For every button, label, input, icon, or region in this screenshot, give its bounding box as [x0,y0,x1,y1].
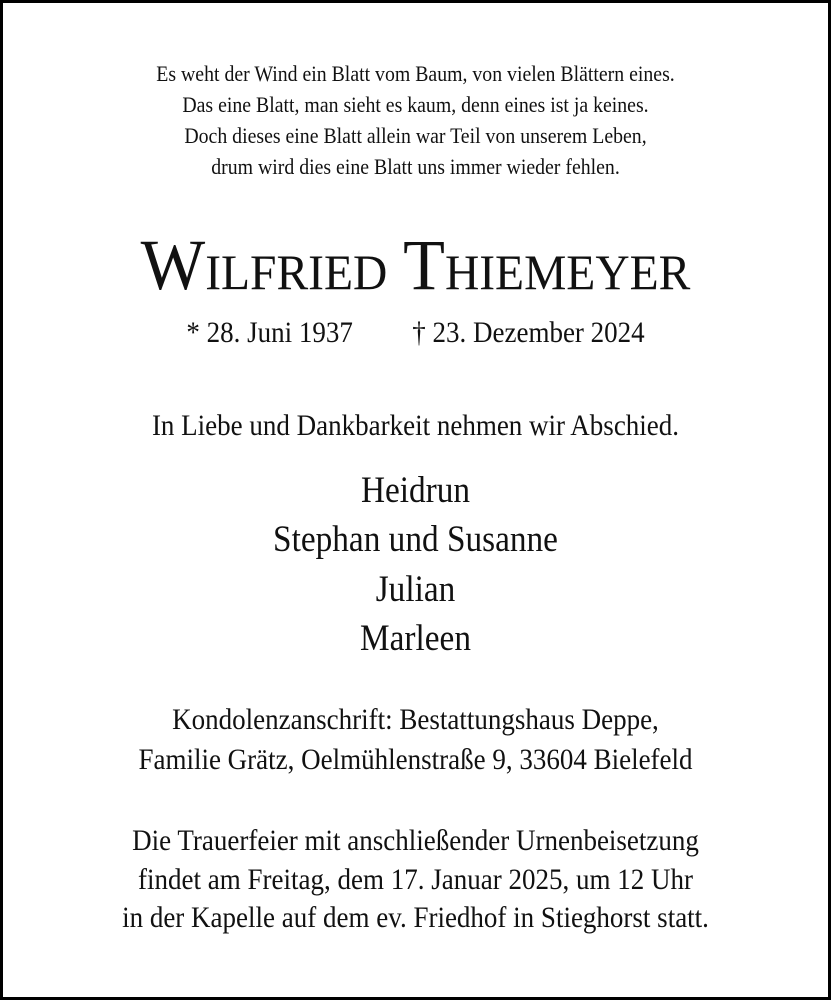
condolence-line: Kondolenzanschrift: Bestattungshaus Deppe, [172,703,659,736]
ceremony-line: findet am Freitag, dem 17. Januar 2025, um 12 Uhr [138,863,693,896]
condolence-line: Familie Grätz, Oelmühlenstraße 9, 33604 Bielefeld [138,743,693,776]
farewell-text: In Liebe und Dankbarkeit nehmen wir Abschied. [151,409,680,442]
ceremony-line: in der Kapelle auf dem ev. Friedhof in Stieghorst statt. [122,901,709,934]
poem-line: Es weht der Wind ein Blatt vom Baum, von vielen Blättern eines. [156,61,675,86]
poem-line: drum wird dies eine Blatt uns immer wieder fehlen. [211,154,620,179]
ceremony-line: Die Trauerfeier mit anschließender Urnenbeisetzung [132,824,699,857]
family-member: Julian [375,569,456,610]
life-dates [42,316,790,350]
birth-date: * 28. Juni 1937 [186,316,353,349]
deceased-name: Wilfried Thiemeyer [140,225,691,305]
poem-line: Doch dieses eine Blatt allein war Teil von unserem Leben, [184,123,647,148]
family-member: Marleen [360,618,471,659]
family-member: Stephan und Susanne [273,519,558,560]
poem-line: Das eine Blatt, man sieht es kaum, denn eines ist ja keines. [182,92,649,117]
family-member: Heidrun [360,470,471,511]
death-date: † 23. Dezember 2024 [412,316,645,349]
